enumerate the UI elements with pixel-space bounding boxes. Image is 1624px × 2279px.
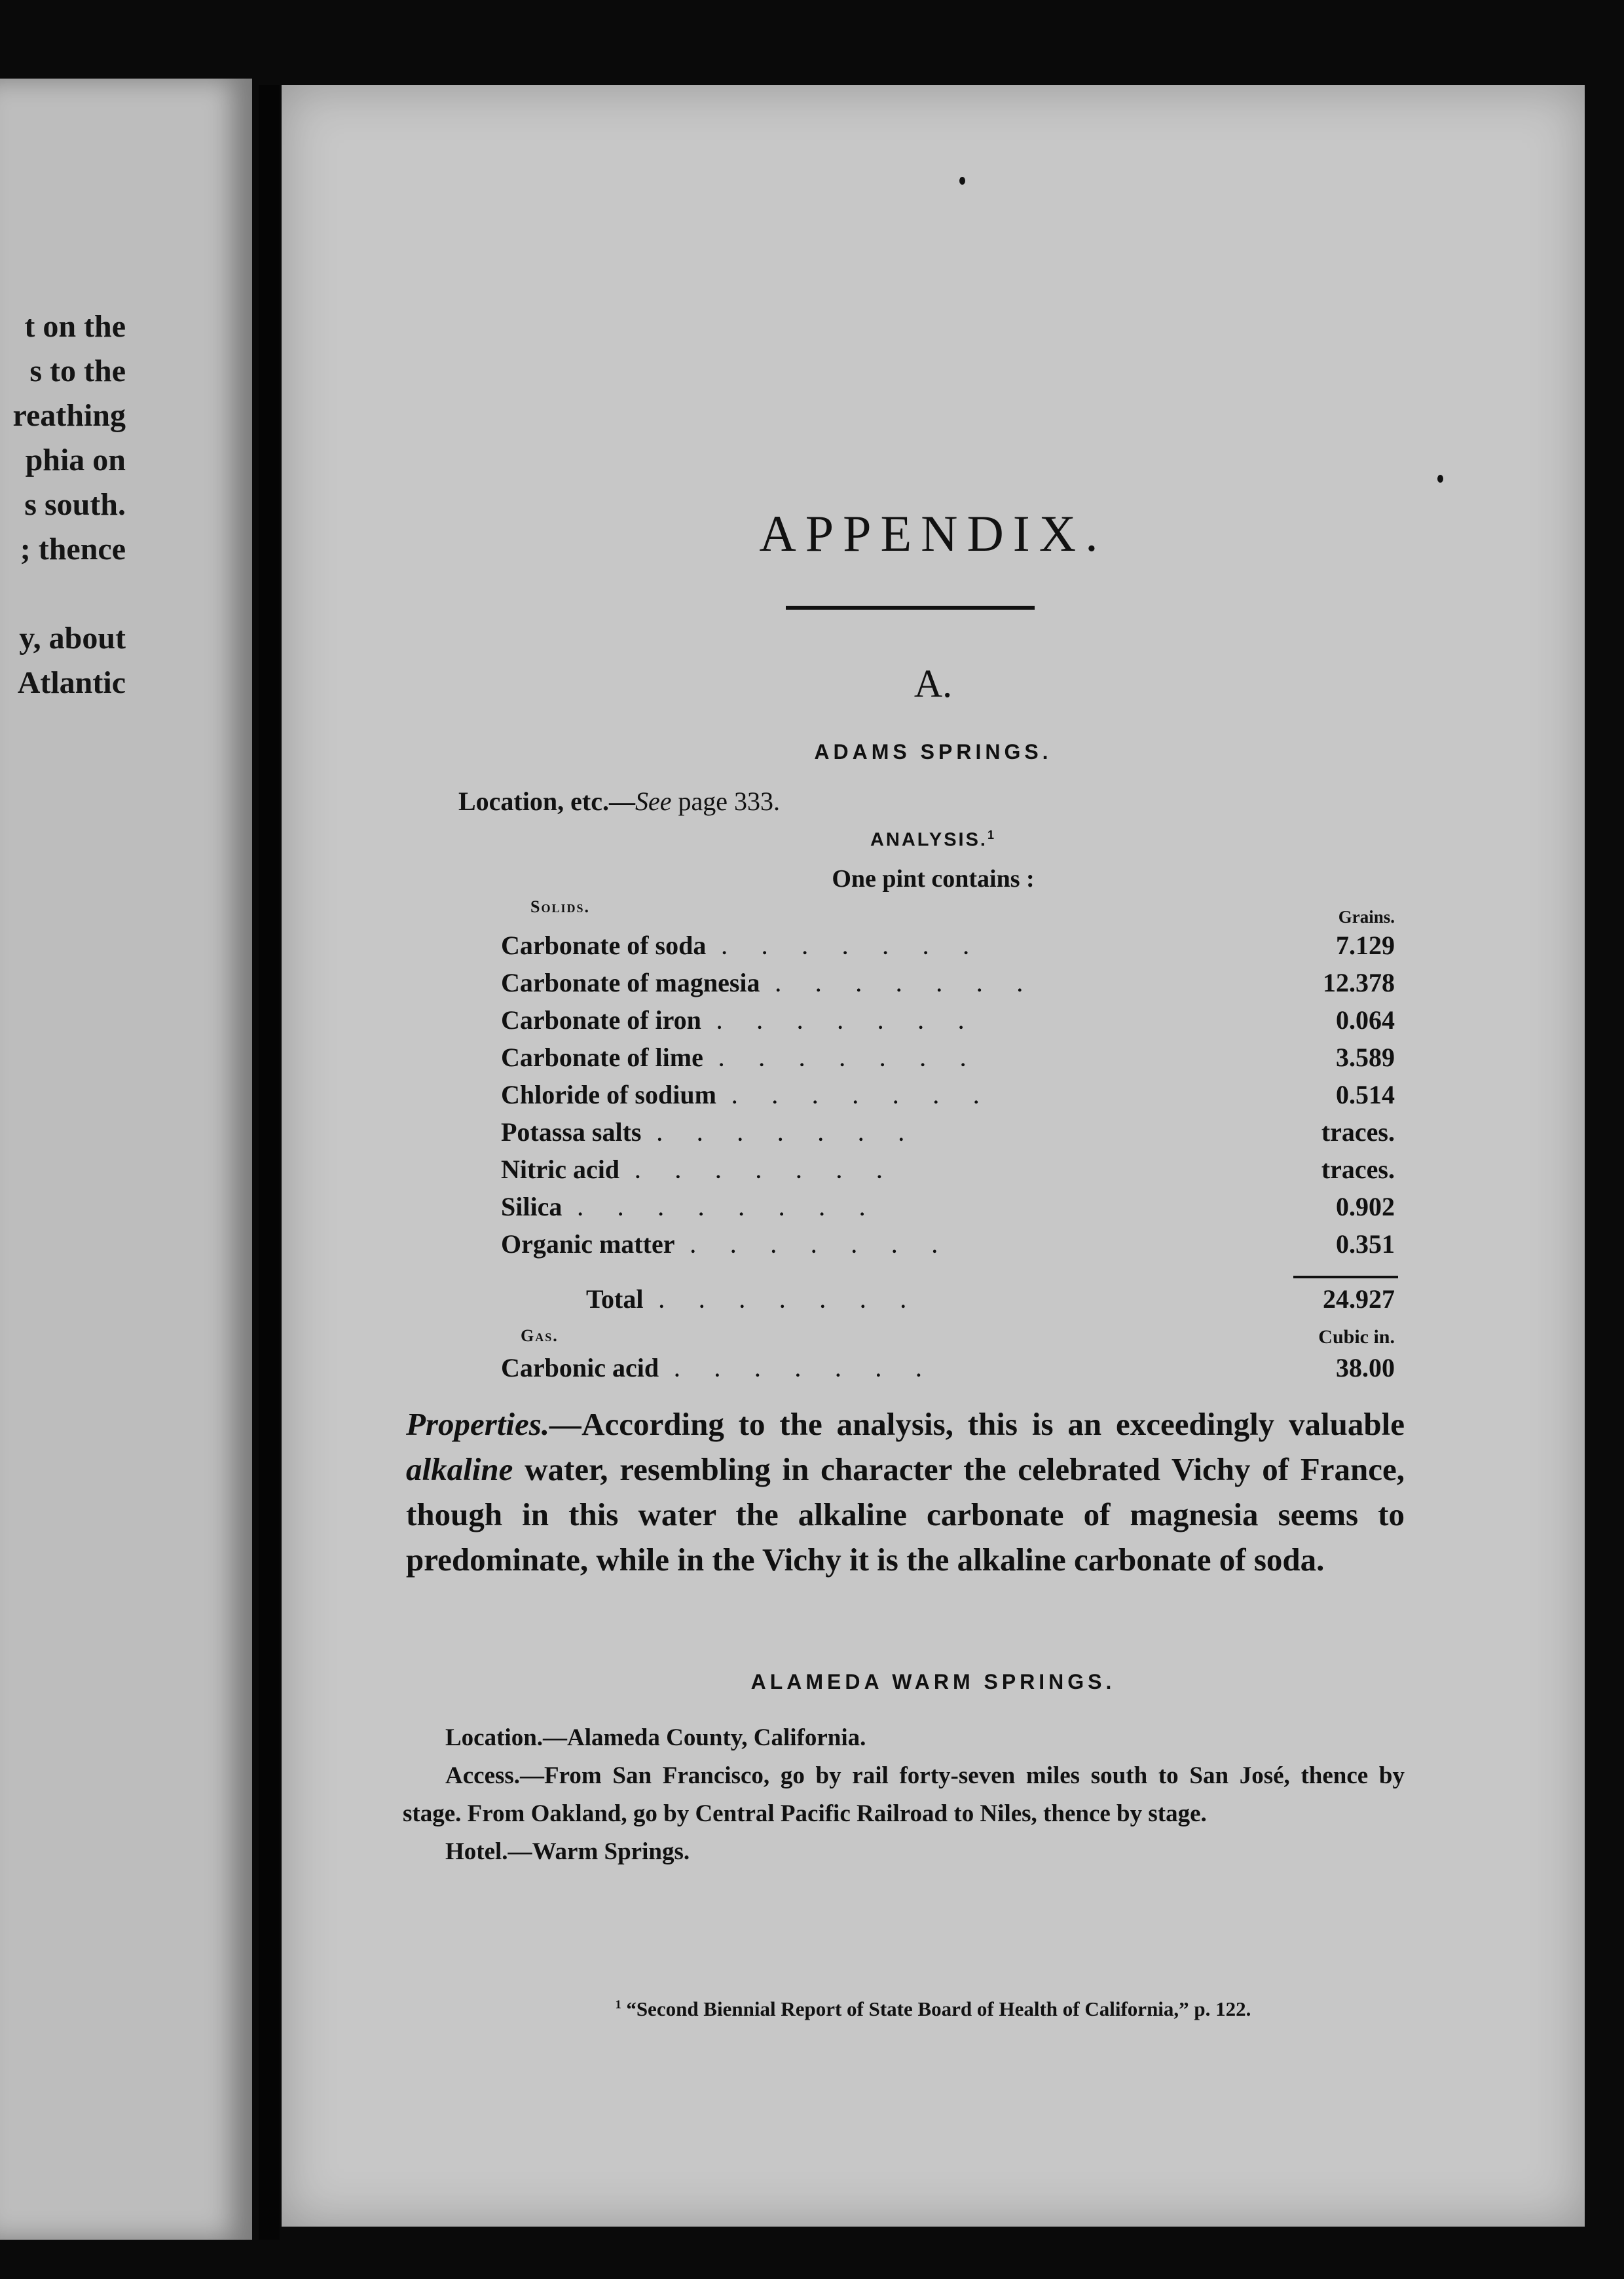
- table-row: [501, 967, 1395, 1005]
- section-letter: A.: [913, 662, 953, 705]
- leader-dots: ........: [578, 1198, 900, 1220]
- alameda-details: [403, 1719, 1405, 1871]
- alkaline-emphasis: alkaline: [406, 1451, 513, 1487]
- properties-label: Properties.—: [406, 1406, 582, 1442]
- ink-speck: [1437, 475, 1443, 483]
- table-row: [501, 1229, 1395, 1266]
- book-binding-gutter: [259, 85, 280, 2240]
- alameda-access: [403, 1757, 1405, 1833]
- gas-row: [501, 1352, 1395, 1390]
- solids-label: Solids.: [530, 897, 590, 916]
- location-label: Location, etc.—: [458, 787, 635, 816]
- access-text: From San Francisco, go by rail forty-seven miles south to San José, thence by stage. From Oakland, go by Central Pacific Railroad to Niles, thence by stage.: [403, 1762, 1405, 1827]
- leader-dots: .......: [722, 937, 1004, 959]
- adams-location-line: [458, 786, 780, 817]
- row-value: traces.: [1321, 1117, 1395, 1147]
- table-row: [501, 930, 1395, 967]
- analysis-title: [282, 828, 1585, 851]
- facing-page: [0, 79, 252, 2240]
- facing-line: s to the: [29, 354, 126, 388]
- row-value: 3.589: [1336, 1043, 1395, 1072]
- access-label: Access.—: [445, 1762, 545, 1789]
- leader-dots: .......: [775, 974, 1058, 996]
- row-value: 12.378: [1323, 968, 1395, 997]
- total-label: Total: [586, 1284, 644, 1314]
- table-row: [501, 1042, 1395, 1079]
- row-name: Organic matter: [501, 1229, 675, 1259]
- row-name: Carbonate of soda: [501, 931, 707, 960]
- facing-page-text: [0, 305, 126, 705]
- footnote: [282, 1997, 1585, 2021]
- row-name: Carbonate of magnesia: [501, 968, 760, 997]
- row-name: Potassa salts: [501, 1117, 642, 1147]
- total-rule: [1293, 1276, 1398, 1278]
- row-value: traces.: [1321, 1155, 1395, 1184]
- pint-contains-caption: One pint contains :: [832, 865, 1035, 893]
- row-name: Nitric acid: [501, 1155, 620, 1184]
- footnote-ref: 1: [987, 828, 997, 842]
- analysis-title-text: ANALYSIS.: [870, 829, 987, 851]
- facing-line: Atlantic: [17, 665, 126, 700]
- properties-text: water, resembling in character the celebrated Vichy of France, though in this water the alkaline carbonate of magnesia seems to predominate, while in the Vichy it is the alkaline carbonate of soda.: [406, 1451, 1405, 1578]
- facing-line: y, about: [19, 621, 126, 656]
- location-label: Location.—: [445, 1724, 568, 1751]
- analysis-table: [501, 930, 1395, 1266]
- alameda-hotel: [403, 1833, 1405, 1871]
- title-rule: [786, 606, 1035, 610]
- gas-value: 38.00: [1336, 1353, 1395, 1382]
- adams-springs-heading: ADAMS SPRINGS.: [814, 740, 1052, 764]
- grains-unit-label: Grains.: [1338, 907, 1395, 927]
- footnote-marker: 1: [615, 1997, 621, 2011]
- row-name: Carbonate of iron: [501, 1005, 701, 1035]
- table-row: [501, 1352, 1395, 1390]
- ink-speck: [959, 177, 965, 185]
- table-row: [501, 1191, 1395, 1229]
- table-row: [501, 1154, 1395, 1191]
- see-text: See: [635, 787, 672, 816]
- row-value: 0.514: [1336, 1080, 1395, 1109]
- leader-dots: .......: [718, 1049, 1001, 1071]
- properties-text: According to the analysis, this is an exceedingly valuable: [581, 1406, 1405, 1442]
- row-value: 7.129: [1336, 931, 1395, 960]
- location-page: page 333.: [671, 787, 780, 816]
- leader-dots: .......: [657, 1124, 939, 1145]
- row-value: 0.064: [1336, 1005, 1395, 1035]
- total-value: 24.927: [1323, 1284, 1395, 1314]
- facing-line: t on the: [24, 309, 126, 344]
- properties-paragraph: [406, 1401, 1405, 1582]
- table-row: [501, 1079, 1395, 1117]
- leader-dots: .......: [635, 1161, 917, 1183]
- leader-dots: .......: [659, 1291, 941, 1312]
- leader-dots: .......: [674, 1360, 957, 1381]
- row-name: Chloride of sodium: [501, 1080, 716, 1109]
- facing-line: ; thence: [20, 532, 126, 566]
- footnote-text: “Second Biennial Report of State Board of Health of California,” p. 122.: [621, 1997, 1251, 2020]
- facing-line: reathing: [12, 398, 126, 433]
- hotel-text: Warm Springs.: [532, 1838, 690, 1865]
- total-row: [586, 1284, 1395, 1321]
- leader-dots: .......: [731, 1086, 1014, 1108]
- alameda-location: [403, 1719, 1405, 1757]
- location-text: Alameda County, California.: [567, 1724, 866, 1751]
- table-row: [501, 1117, 1395, 1154]
- row-value: 0.902: [1336, 1192, 1395, 1221]
- row-name: Carbonate of lime: [501, 1043, 703, 1072]
- leader-dots: .......: [716, 1012, 999, 1033]
- facing-line: s south.: [24, 487, 126, 522]
- row-name: Silica: [501, 1192, 563, 1221]
- leader-dots: .......: [690, 1236, 972, 1257]
- table-row: [501, 1005, 1395, 1042]
- gas-name: Carbonic acid: [501, 1353, 659, 1382]
- facing-line: phia on: [25, 443, 126, 477]
- gas-label: Gas.: [521, 1326, 559, 1345]
- table-row: [586, 1284, 1395, 1321]
- cubic-unit-label: Cubic in.: [1318, 1326, 1395, 1348]
- facing-line: [0, 572, 126, 616]
- hotel-label: Hotel.—: [445, 1838, 532, 1865]
- row-value: 0.351: [1336, 1229, 1395, 1259]
- page-title: APPENDIX.: [759, 505, 1107, 562]
- appendix-page: [282, 85, 1585, 2227]
- alameda-springs-heading: ALAMEDA WARM SPRINGS.: [750, 1670, 1116, 1694]
